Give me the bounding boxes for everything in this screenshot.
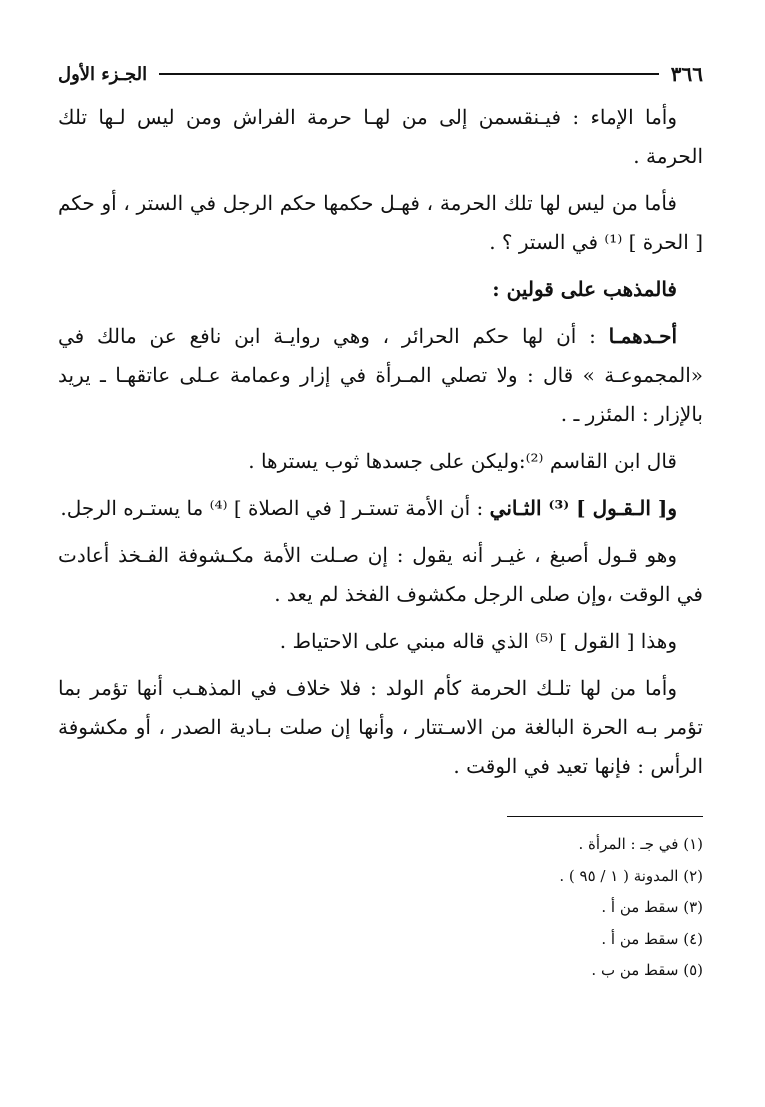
book-page xyxy=(58,58,703,987)
second-opinion-lead: و[ الـقـول ] ⁽³⁾ الثـاني xyxy=(489,496,677,520)
header-rule xyxy=(159,73,659,75)
footnote-1: (١) في جـ : المرأة . xyxy=(578,835,703,853)
page-number: ٣٦٦ xyxy=(670,62,703,86)
main-text xyxy=(58,98,703,786)
paragraph-second-opinion xyxy=(58,489,703,528)
paragraph-umm-walad: وأما من لها تلـك الحرمة كأم الولد : فلا خلاف في المذهـب أنها تؤمر بما تؤمر بـه الحرة البالغة من الاسـتتار ، وأنها إن صلت بـادية الصدر ، أو مكشوفة الرأس : فإنها تعيد في الوقت . xyxy=(58,676,703,778)
second-opinion-text: : أن الأمة تستـر [ في الصلاة ] ⁽⁴⁾ ما يستـره الرجل. xyxy=(60,496,490,520)
footnote-5: (٥) سقط من ب . xyxy=(591,961,703,979)
footnotes xyxy=(58,829,703,987)
footnote-3: (٣) سقط من أ . xyxy=(601,898,703,916)
running-head: الجـزء الأول xyxy=(58,63,148,85)
section-heading-two-opinions: فالمذهب على قولين : xyxy=(492,277,677,301)
footnote-4: (٤) سقط من أ . xyxy=(601,929,703,948)
paragraph-asbagh: وهو قـول أصبغ ، غيـر أنه يقول : إن صـلت الأمة مكـشوفة الفـخذ أعادت في الوقت ،وإن صلى الرجل مكشوف الفخذ لم يعد . xyxy=(58,543,703,606)
paragraph-ibn-al-qasim: قال ابن القاسم ⁽²⁾:وليكن على جسدها ثوب يسترها . xyxy=(248,449,677,473)
footnote-separator xyxy=(507,816,703,817)
first-opinion-lead: أحـدهمـا xyxy=(608,324,677,348)
paragraph-slave-women: وأما الإماء : فيـنقسمن إلى من لهـا حرمة الفراش ومن ليس لـها تلك الحرمة . xyxy=(58,105,703,168)
first-opinion-text: : أن لها حكم الحرائر ، وهي روايـة ابن نافع عن مالك في «المجموعـة » قال : ولا تصلي المـرأة في إزار وعمامة عـلى عاتقهـا ـ يريد بالإزار : المئزر ـ . xyxy=(58,324,703,426)
paragraph-precaution: وهذا [ القول ] ⁽⁵⁾ الذي قاله مبني على الاحتياط . xyxy=(279,629,677,653)
paragraph-first-opinion xyxy=(58,317,703,434)
footnote-2: (٢) المدونة ( ١ / ٩٥ ) . xyxy=(559,866,703,885)
paragraph-without-sanctity: فأما من ليس لها تلك الحرمة ، فهـل حكمها حكم الرجل في الستر ، أو حكم [ الحرة ] ⁽¹⁾ في الستر ؟ . xyxy=(58,191,703,254)
page-header xyxy=(58,58,703,90)
